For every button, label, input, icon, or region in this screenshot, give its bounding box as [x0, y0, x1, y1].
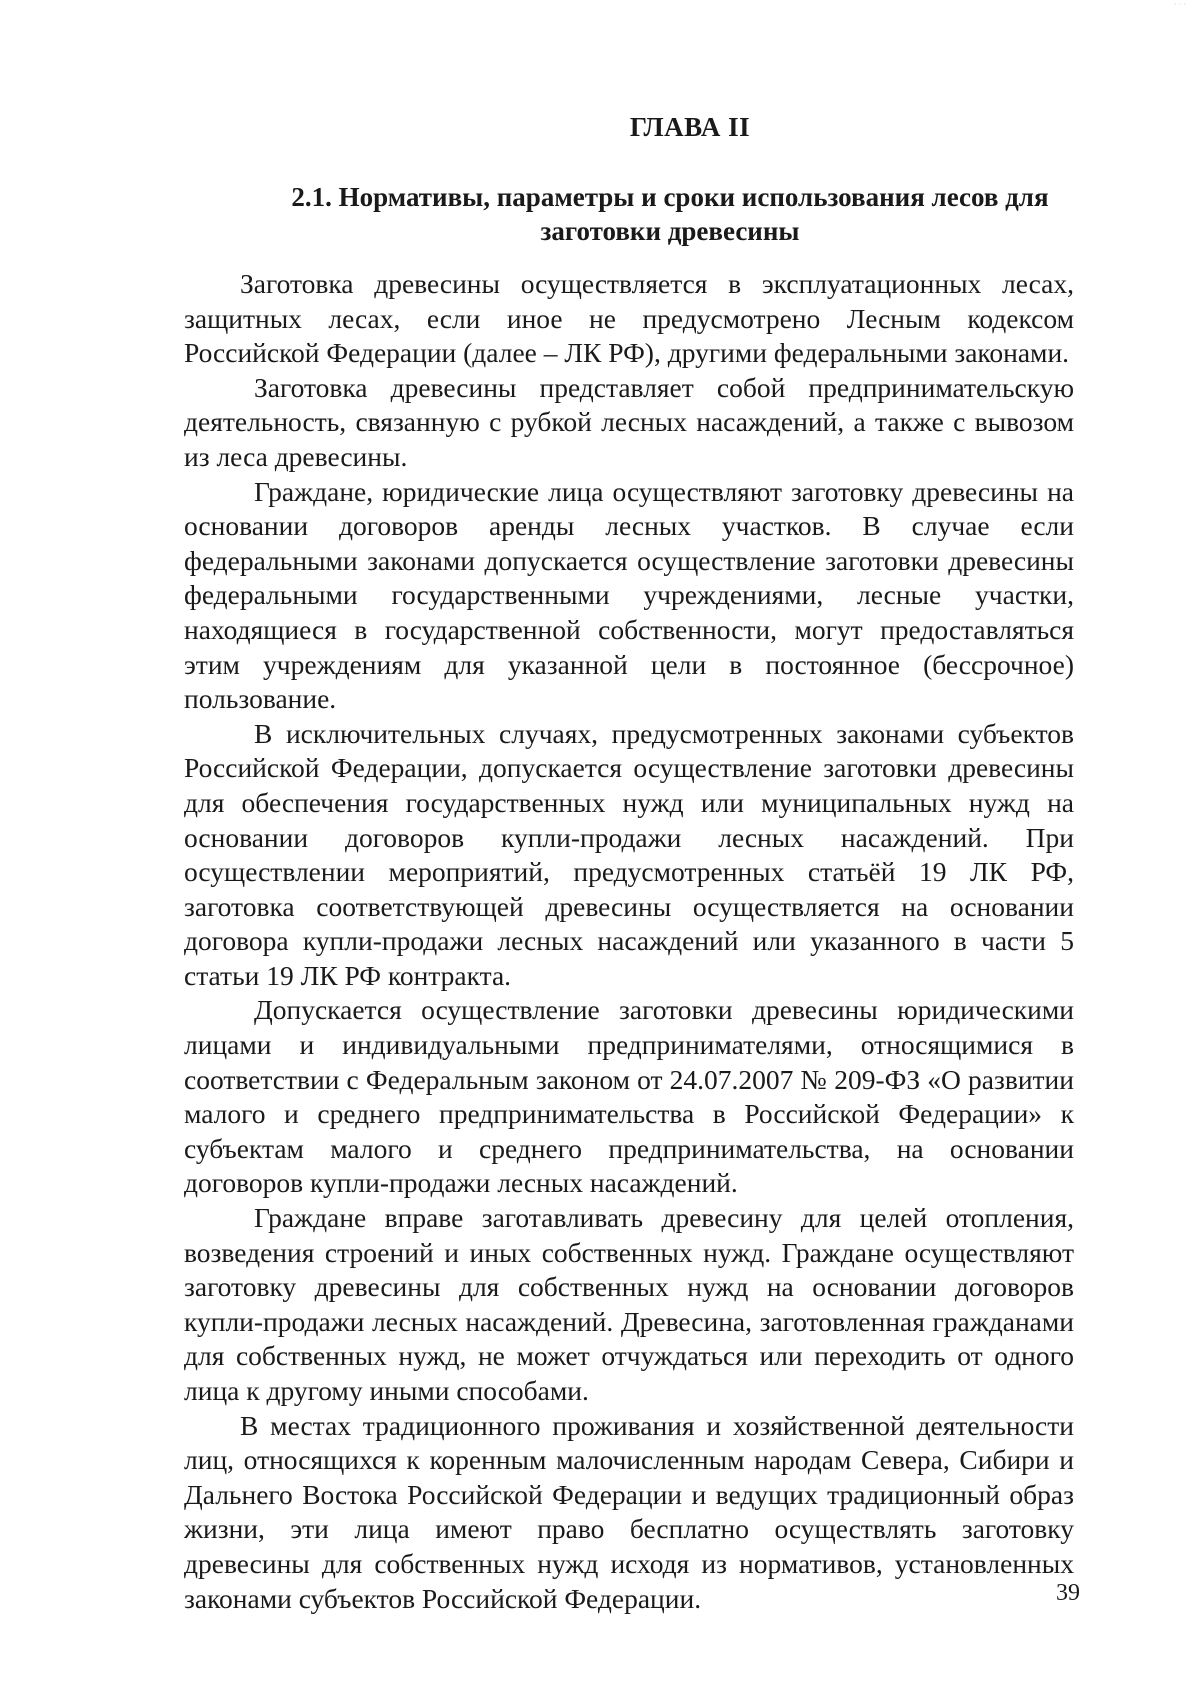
body-text: [184, 267, 1074, 1616]
paragraph-3: Граждане, юридические лица осуществляют заготовку древесины на основании договоров аренды лесных участков. В случае если федеральными законами допускается осуществление заготовки древесины федеральными государственными учреждениями, лесные участки, находящиеся в государственной собственности, могут предоставляться этим учреждениям для указанной цели в постоянное (бессрочное) пользование.: [184, 475, 1074, 715]
paragraph-5: Допускается осуществление заготовки древесины юридическими лицами и индивидуальными предпринимателями, относящимися в соответствии с Федеральным законом от 24.07.2007 № 209-ФЗ «О развитии малого и среднего предпринимательства в Российской Федерации» к субъектам малого и среднего предпринимательства, на основании договоров купли-продажи лесных насаждений.: [184, 994, 1074, 1199]
paragraph-6: Граждане вправе заготавливать древесину для целей отопления, возведения строений и иных собственных нужд. Граждане осуществляют заготовку древесины для собственных нужд на основании договоров купли-продажи лесных насаждений. Древесина, заготовленная гражданами для собственных нужд, не может отчуждаться или переходить от одного лица к другому иными способами.: [184, 1202, 1074, 1406]
scan-artifact: · · ·: [1174, 0, 1186, 9]
section-title-line-2: заготовки древесины: [540, 216, 800, 246]
paragraph-1: Заготовка древесины осуществляется в эксплуатационных лесах, защитных лесах, если иное не предусмотрено Лесным кодексом Российской Федерации (далее – ЛК РФ), другими федеральными законами.: [184, 268, 1074, 369]
paragraph-4: В исключительных случаях, предусмотренных законами субъектов Российской Федерации, допускается осуществление заготовки древесины для обеспечения государственных нужд или муниципальных нужд на основании договоров купли-продажи лесных насаждений. При осуществлении мероприятий, предусмотренных статьёй 19 ЛК РФ, заготовка соответствующей древесины осуществляется на основании договора купли-продажи лесных насаждений или указанного в части 5 статьи 19 ЛК РФ контракта.: [184, 717, 1074, 991]
section-title: [250, 180, 1090, 248]
page-number: 39: [1056, 1580, 1080, 1606]
paragraph-7: В местах традиционного проживания и хозяйственной деятельности лиц, относящихся к коренным малочисленным народам Севера, Сибири и Дальнего Востока Российской Федерации и ведущих традиционный образ жизни, эти лица имеют право бесплатно осуществлять заготовку древесины для собственных нужд исходя из нормативов, установленных законами субъектов Российской Федерации.: [184, 1409, 1074, 1614]
chapter-title: ГЛАВА II: [629, 112, 751, 142]
section-title-line-1: 2.1. Нормативы, параметры и сроки использования лесов для: [291, 182, 1049, 212]
paragraph-2: Заготовка древесины представляет собой предпринимательскую деятельность, связанную с рубкой лесных насаждений, а также с вывозом из леса древесины.: [184, 371, 1074, 472]
